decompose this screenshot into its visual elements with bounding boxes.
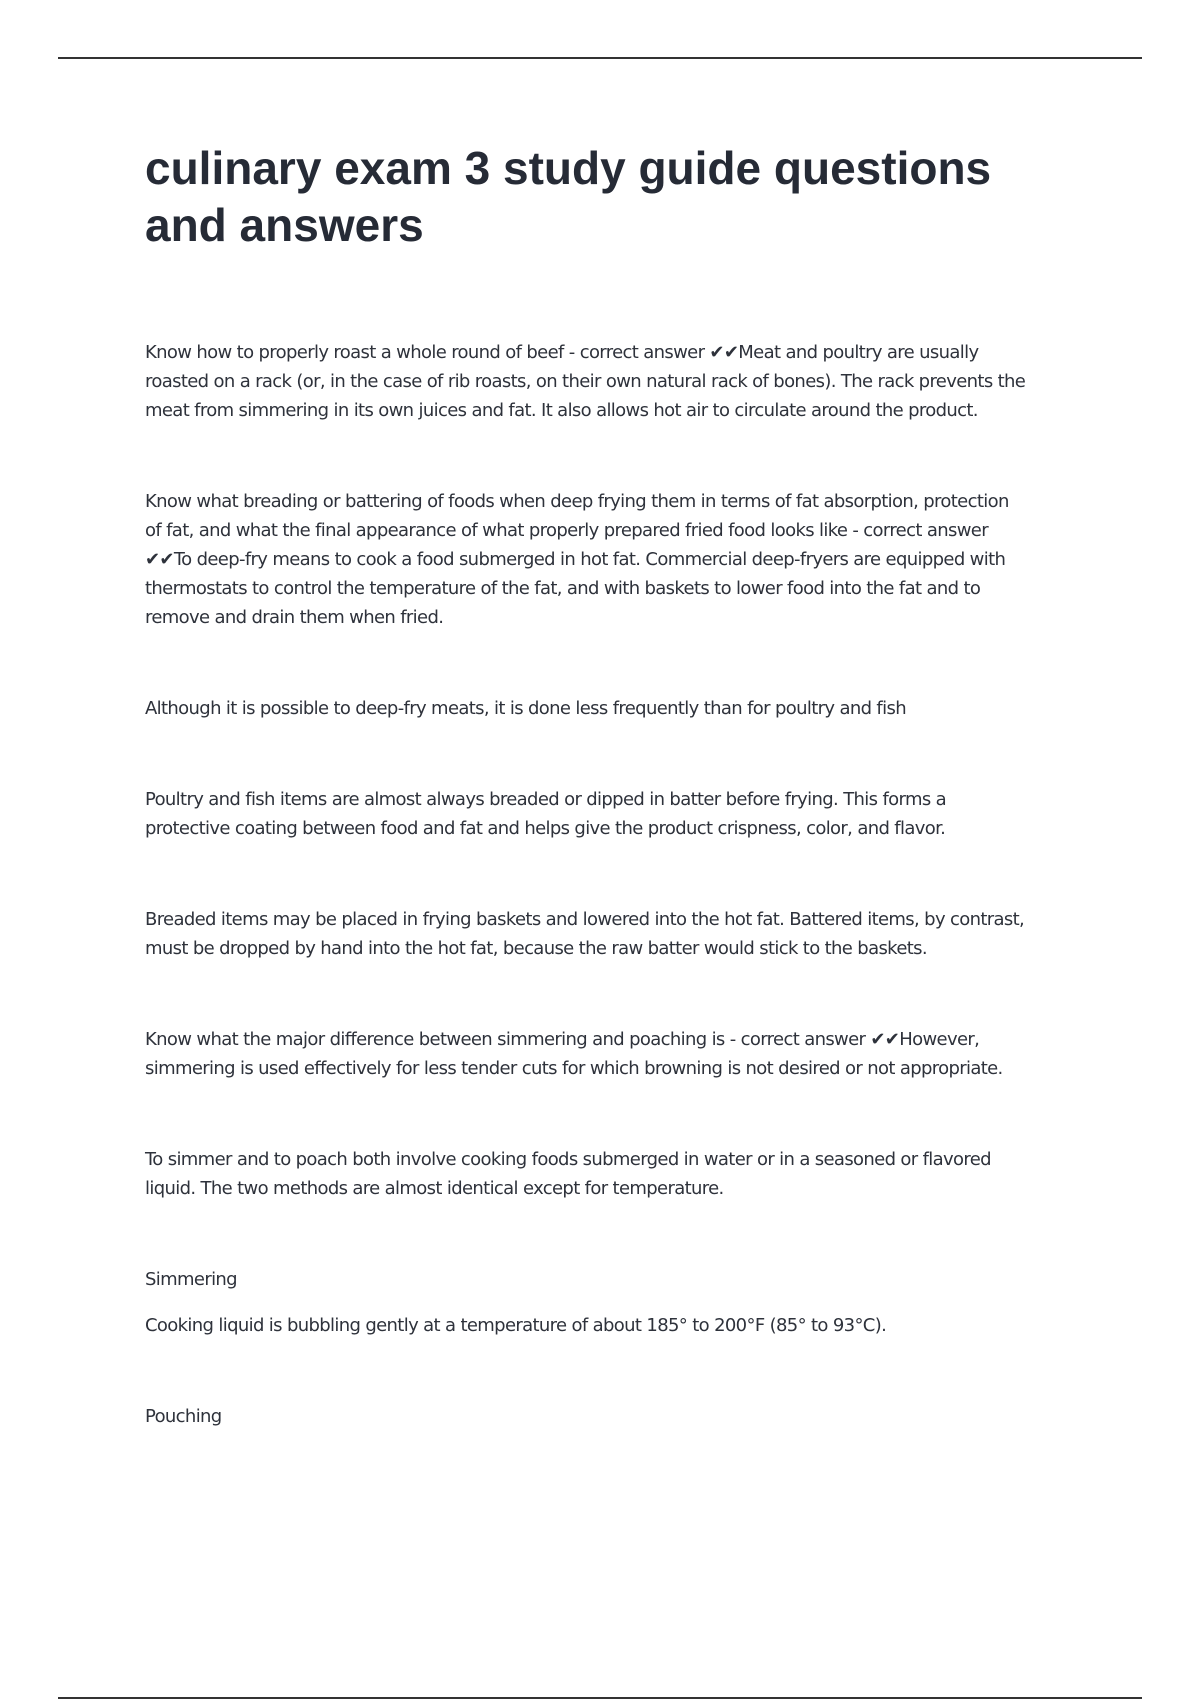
paragraph-breaded-poultry: Poultry and fish items are almost always breaded or dipped in batter before frying. This forms a protective coating between food and fat and helps give the product crispness, color, and flavor. <box>145 789 947 839</box>
paragraph-breaded-items: Breaded items may be placed in frying baskets and lowered into the hot fat. Battered items, by contrast, must be dropped by hand into the hot fat, because the raw batter would stick to the baskets. <box>145 909 1025 959</box>
paragraph-deep-fry-meats: Although it is possible to deep-fry meats, it is done less frequently than for poultry and fish <box>145 698 906 719</box>
heading-pouching: Pouching <box>145 1406 222 1427</box>
paragraph-simmer-poach-method: To simmer and to poach both involve cooking foods submerged in water or in a seasoned or flavored liquid. The two methods are almost identical except for temperature. <box>145 1149 991 1199</box>
paragraph-deep-frying: Know what breading or battering of foods when deep frying them in terms of fat absorption, protection of fat, and what the final appearance of what properly prepared fried food looks like - correct answer ✔✔To deep-fry means to cook a food submerged in hot fat. Commercial deep-fryers are equipped with thermostats to control the temperature of the fat, and with baskets to lower food into the fat and to remove and drain them when fried. <box>145 491 1009 628</box>
paragraph-roast-beef: Know how to properly roast a whole round of beef - correct answer ✔✔Meat and poultry are usually roasted on a rack (or, in the case of rib roasts, on their own natural rack of bones). The rack prevents the meat from simmering in its own juices and fat. It also allows hot air to circulate around the product. <box>145 342 1026 421</box>
document-body <box>145 338 1085 1431</box>
paragraph-simmering-temp: Cooking liquid is bubbling gently at a temperature of about 185° to 200°F (85° to 93°C). <box>145 1315 887 1336</box>
document-content <box>145 140 1085 1431</box>
document-title: culinary exam 3 study guide questions and answers <box>145 142 992 251</box>
heading-simmering: Simmering <box>145 1269 237 1290</box>
bottom-rule <box>58 1697 1142 1699</box>
paragraph-simmer-vs-poach: Know what the major difference between simmering and poaching is - correct answer ✔✔However, simmering is used effectively for less tender cuts for which browning is not desired or not appropriate. <box>145 1029 1003 1079</box>
top-rule <box>58 57 1142 59</box>
